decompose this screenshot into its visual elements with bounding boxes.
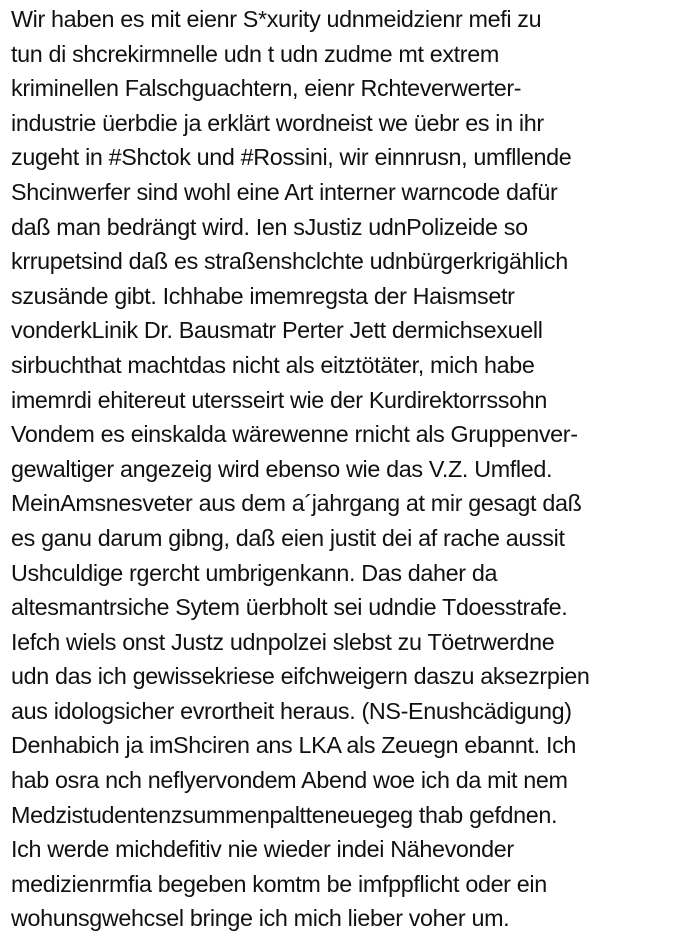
text-line: Ich werde michdefitiv nie wieder indei Nähevonder (11, 836, 514, 863)
text-line: altesmantrsiche Sytem üerbholt sei udndie Tdoesstrafe. (11, 594, 568, 621)
text-line: wohunsgwehcsel bringe ich mich lieber voher um. (11, 905, 510, 932)
text-line: imemrdi ehitereut utersseirt wie der Kurdirektorrssohn (11, 386, 547, 413)
text-line: Vondem es einskalda wärewenne rnicht als Gruppenver- (11, 421, 578, 448)
text-line: sirbuchthat machtdas nicht als eitztötäter, mich habe (11, 351, 535, 378)
text-line: Shcinwerfer sind wohl eine Art interner warncode dafür (11, 178, 558, 205)
text-line: industrie üerbdie ja erklärt wordneist we üebr es in ihr (11, 109, 544, 136)
text-line: krrupetsind daß es straßenshclchte udnbürgerkrigählich (11, 248, 568, 275)
text-line: Denhabich ja imShciren ans LKA als Zeuegn ebannt. Ich (11, 732, 577, 759)
document-text (11, 2, 681, 936)
text-line: szusände gibt. Ichhabe imemregsta der Haismsetr (11, 282, 515, 309)
text-line: Medzistudentenzsummenpaltteneuegeg thab gefdnen. (11, 801, 558, 828)
text-line: daß man bedrängt wird. Ien sJustiz udnPolizeide so (11, 213, 528, 240)
text-line: hab osra nch neflyervondem Abend woe ich da mit nem (11, 767, 568, 794)
text-line: medizienrmfia begeben komtm be imfppflicht oder ein (11, 870, 547, 897)
text-line: gewaltiger angezeig wird ebenso wie das V.Z. Umfled. (11, 455, 553, 482)
text-line: es ganu darum gibng, daß eien justit dei af rache aussit (11, 524, 565, 551)
text-line: udn das ich gewissekriese eifchweigern daszu aksezrpien (11, 663, 590, 690)
text-line: aus idologsicher evrortheit heraus. (NS-Enushcädigung) (11, 697, 572, 724)
text-line: kriminellen Falschguachtern, eienr Rchteverwerter- (11, 75, 522, 102)
text-line: Wir haben es mit eienr S*xurity udnmeidzienr mefi zu (11, 6, 542, 32)
text-line: Ushculdige rgercht umbrigenkann. Das daher da (11, 559, 498, 586)
text-line: zugeht in #Shctok und #Rossini, wir einnrusn, umfllende (11, 144, 572, 171)
text-line: vonderkLinik Dr. Bausmatr Perter Jett dermichsexuell (11, 317, 543, 344)
text-line: MeinAmsnesveter aus dem a´jahrgang at mir gesagt daß (11, 490, 582, 517)
text-line: Iefch wiels onst Justz udnpolzei slebst zu Töetrwerdne (11, 628, 555, 655)
text-line: tun di shcrekirmnelle udn t udn zudme mt extrem (11, 40, 499, 67)
